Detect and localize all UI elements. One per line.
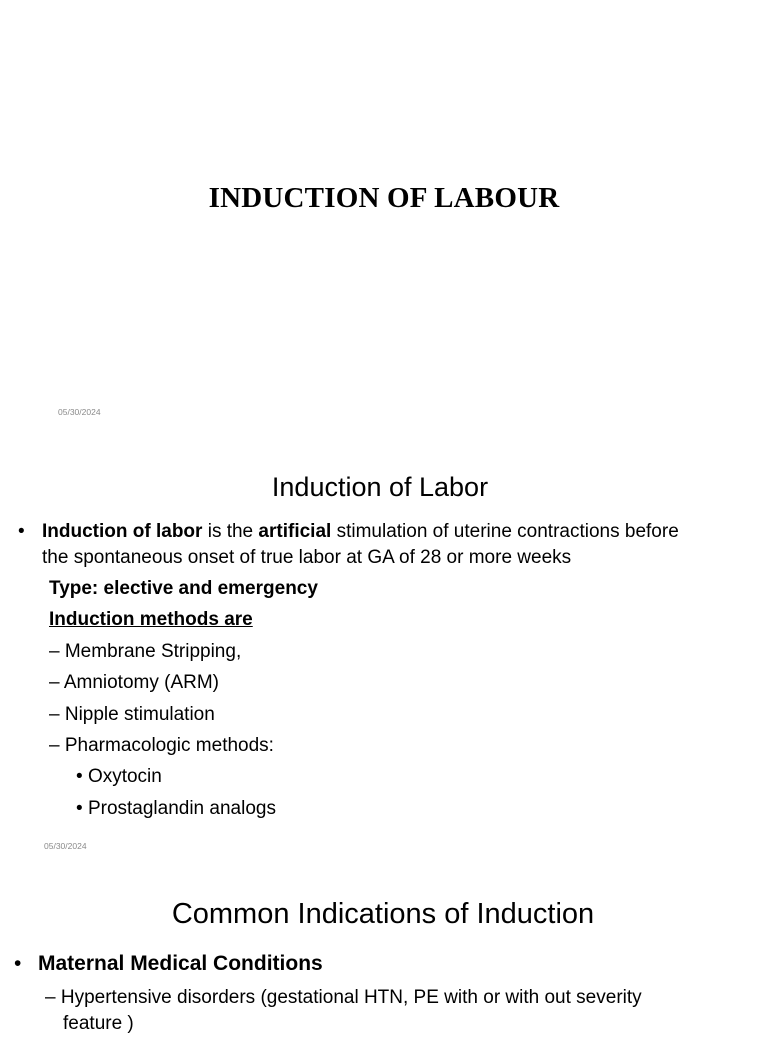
definition-emphasis: artificial [258,521,332,542]
bullet-icon: • [14,952,22,975]
induction-definition-slide [0,432,768,864]
dash-icon: – [49,672,60,693]
indication-item-continued: feature ) [63,1013,134,1034]
method-item: – Pharmacologic methods: [49,735,274,756]
indication-item: – Hypertensive disorders (gestational HTN, PE with or with out severity [45,987,642,1008]
bullet-icon: • [76,766,83,787]
definition-line-2: the spontaneous onset of true labor at GA of 28 or more weeks [42,547,572,568]
method-item: – Amniotomy (ARM) [49,672,219,693]
slide-date: 05/30/2024 [44,841,87,851]
slide-title: Common Indications of Induction [171,898,595,930]
dash-icon: – [49,641,60,662]
bullet-icon: • [76,798,83,819]
definition-term: Induction of labor [42,521,203,542]
definition-line-1 [42,519,679,545]
definition-text: is the [202,521,259,542]
section-heading: Maternal Medical Conditions [38,952,323,975]
dash-icon: – [49,735,60,756]
dash-icon: – [49,704,60,725]
pharmacologic-item: • Oxytocin [76,766,162,787]
dash-icon: – [45,987,56,1008]
type-line: Type: elective and emergency [49,578,318,599]
methods-heading: Induction methods are [49,609,253,630]
slide-date: 05/30/2024 [58,407,101,417]
pharmacologic-item: • Prostaglandin analogs [76,798,276,819]
title-slide [0,0,768,432]
indications-slide [0,864,768,1034]
definition-text: stimulation of uterine contractions before [331,521,679,542]
method-item: – Membrane Stripping, [49,641,242,662]
method-item: – Nipple stimulation [49,704,215,725]
bullet-icon: • [18,521,25,542]
slide-title: Induction of Labor [271,472,489,502]
slide-title: INDUCTION OF LABOUR [208,182,560,214]
